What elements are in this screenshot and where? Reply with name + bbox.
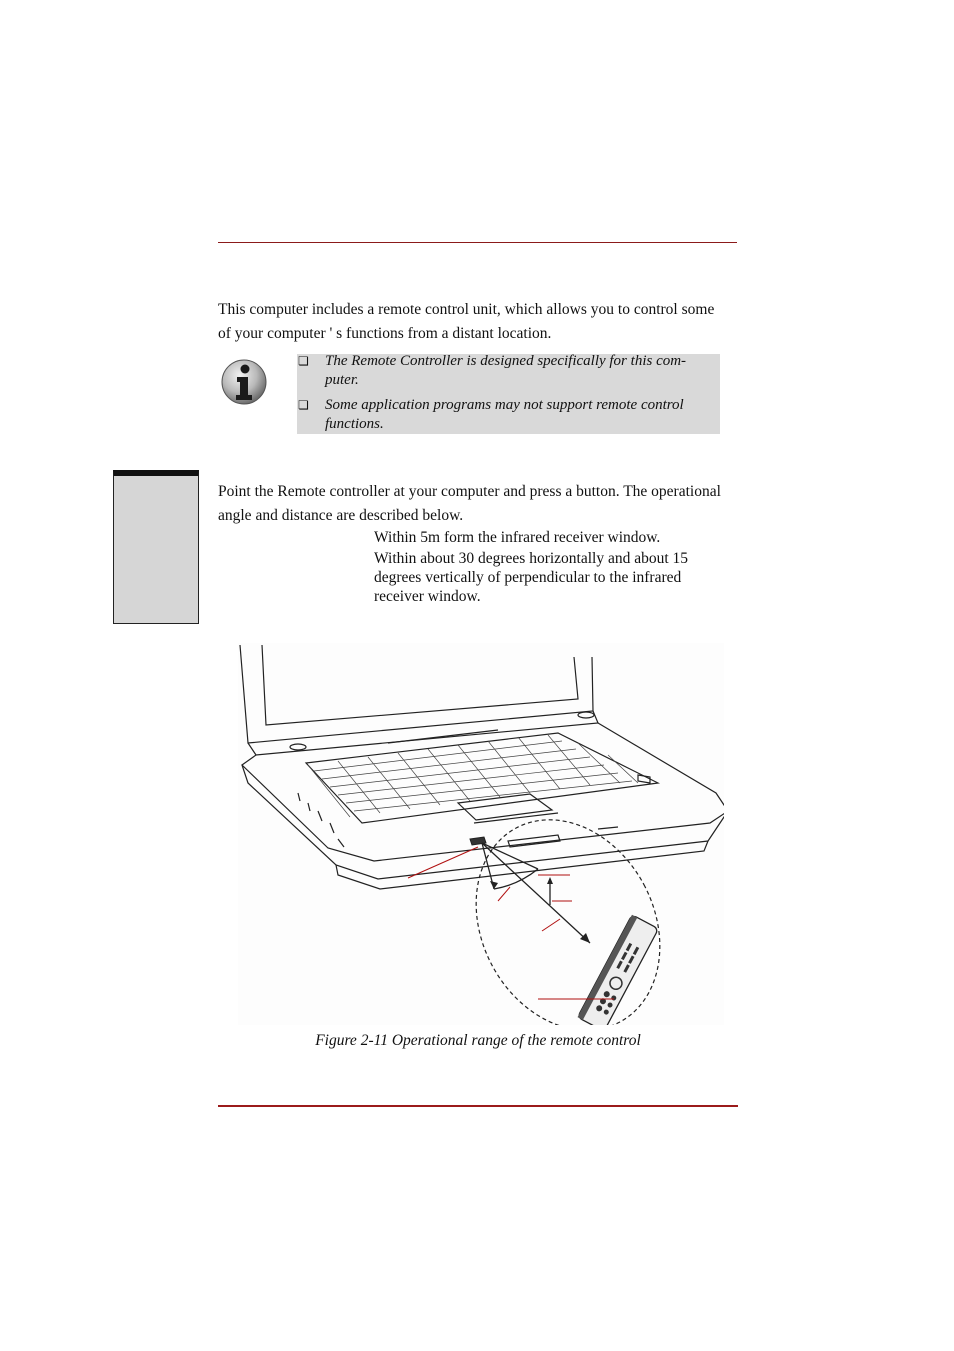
chapter-side-tab (113, 470, 199, 624)
note-item (297, 396, 712, 434)
distance-spec: Within 5m form the infrared receiver window. (374, 529, 661, 546)
usage-paragraph (218, 480, 738, 528)
checkbox-bullet-icon: ❏ (298, 354, 309, 368)
intro-line-1: This computer includes a remote control unit, which allows you to control some (218, 301, 715, 318)
checkbox-bullet-icon: ❏ (298, 398, 309, 412)
operational-range-figure (238, 643, 724, 1025)
usage-line-1: Point the Remote controller at your computer and press a button. The operational (218, 483, 721, 500)
figure-caption: Figure 2-11 Operational range of the remote control (315, 1032, 641, 1049)
header-rule (218, 242, 737, 243)
note-text: Some application programs may not support remote control functions. (325, 397, 684, 432)
footer-rule (218, 1105, 738, 1107)
info-icon (220, 356, 268, 408)
angle-spec: Within about 30 degrees horizontally and about 15 degrees vertically of perpendicular to the infrared receiver window. (374, 550, 689, 605)
intro-paragraph (218, 298, 738, 346)
intro-line-2: of your computer ' s functions from a distant location. (218, 325, 552, 342)
note-text: The Remote Controller is designed specifically for this com- puter. (325, 353, 687, 388)
usage-line-2: angle and distance are described below. (218, 507, 464, 524)
note-item (297, 352, 712, 390)
laptop-remote-illustration (238, 643, 724, 1025)
note-box (297, 354, 720, 434)
